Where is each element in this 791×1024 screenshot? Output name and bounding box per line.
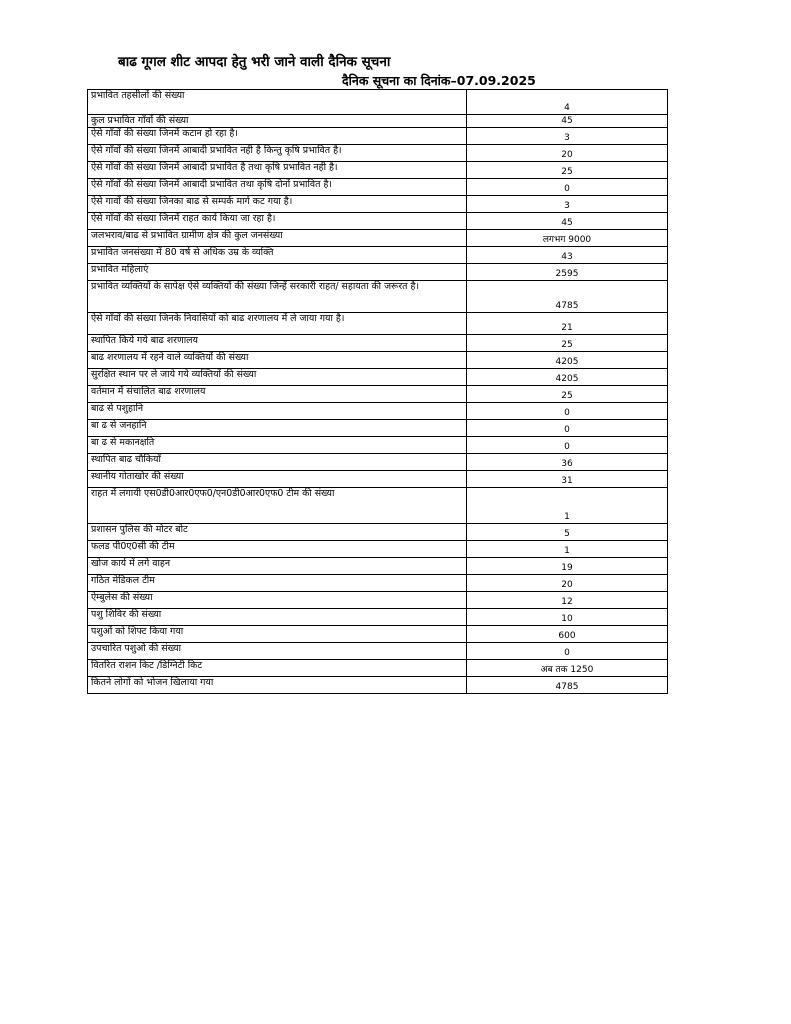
row-label: वितरित राशन किट /डिग्निटी किट [88, 660, 467, 677]
table-row [88, 335, 668, 352]
row-label: गठित मेडिकल टीम [88, 575, 467, 592]
table-row [88, 626, 668, 643]
table-row [88, 386, 668, 403]
row-label: पशुओं को शिफ्ट किया गया [88, 626, 467, 643]
row-value: 20 [467, 145, 668, 162]
row-label: ऐसे गाँवों की संख्या जिनमें आबादी प्रभावित नही है किन्तु कृषि प्रभावित है। [88, 145, 467, 162]
row-label: प्रशासन पुलिस की मोटर बोट [88, 524, 467, 541]
row-label: ऐसे गाँवों की संख्या जिनके निवासियों को बाढ शरणालय में ले जाया गया है। [88, 313, 467, 335]
row-label: कितने लोगों को भोजन खिलाया गया [88, 677, 467, 694]
row-label: फलड पी0ए0सी की टीम [88, 541, 467, 558]
row-label: ऐसे गाँवों की संख्या जिनमें कटान हो रहा है। [88, 128, 467, 145]
row-label: प्रभावित जनसंख्या में 80 वर्ष से अधिक उम्र के व्यक्ति [88, 247, 467, 264]
table-row [88, 281, 668, 313]
table-row [88, 524, 668, 541]
row-label: जलभराव/बाढ से प्रभावित ग्रामीण क्षेत्र की कुल जनसंख्या [88, 230, 467, 247]
table-row [88, 145, 668, 162]
row-value: 3 [467, 128, 668, 145]
table-row [88, 264, 668, 281]
row-label: सुरक्षित स्थान पर ले जाये गये व्यक्तियों की संख्या [88, 369, 467, 386]
row-value: 2595 [467, 264, 668, 281]
row-value: 5 [467, 524, 668, 541]
table-row [88, 420, 668, 437]
table-row [88, 677, 668, 694]
table-body [88, 90, 668, 694]
row-value: 45 [467, 213, 668, 230]
table-row [88, 179, 668, 196]
row-value: 1 [467, 488, 668, 524]
report-date: दैनिक सूचना का दिनांक–07.09.2025 [342, 73, 536, 88]
table-row [88, 313, 668, 335]
row-label: स्थापित बाढ चौकियाँ [88, 454, 467, 471]
row-value: 3 [467, 196, 668, 213]
table-row [88, 541, 668, 558]
row-value: 0 [467, 420, 668, 437]
table-row [88, 230, 668, 247]
row-value: 1 [467, 541, 668, 558]
row-label: ऐसे गाँवों की संख्या जिनमें आबादी प्रभावित है तथा कृषि प्रभावित नही है। [88, 162, 467, 179]
table-row [88, 592, 668, 609]
table-row [88, 352, 668, 369]
row-label: वर्तमान में संचालित बाढ शरणालय [88, 386, 467, 403]
row-label: बाढ से पशुहानि [88, 403, 467, 420]
row-value: 36 [467, 454, 668, 471]
row-label: बाढ शरणालय में रहने वाले व्यक्तियों की संख्या [88, 352, 467, 369]
row-label: उपचारित पशुओ की संख्या [88, 643, 467, 660]
table-row [88, 660, 668, 677]
row-value: 20 [467, 575, 668, 592]
row-label: राहत में लगायी एस0डी0आर0एफ0/एन0डी0आर0एफ0 टीम की संख्या [88, 488, 467, 524]
table-row [88, 558, 668, 575]
flood-report-table [87, 89, 668, 694]
row-label: कुल प्रभावित गाँवों की संख्या [88, 115, 467, 128]
row-label: प्रभावित व्यक्तियों के सापेक्ष ऐसे व्यक्तियों की संख्या जिन्हें सरकारी राहत/ सहायता की जरूरत है। [88, 281, 467, 313]
row-value: 10 [467, 609, 668, 626]
row-value: 45 [467, 115, 668, 128]
row-value: 0 [467, 403, 668, 420]
row-value: 31 [467, 471, 668, 488]
row-label: बा ढ से जनहानि [88, 420, 467, 437]
row-label: प्रभावित महिलाएं [88, 264, 467, 281]
row-label: ऐसे गावों की संख्या जिनका बाढ से सम्पर्क मार्ग कट गया है। [88, 196, 467, 213]
table-row [88, 128, 668, 145]
row-label: बा ढ से मकानक्षति [88, 437, 467, 454]
row-value: 25 [467, 335, 668, 352]
table-row [88, 471, 668, 488]
row-value: 21 [467, 313, 668, 335]
row-value: 19 [467, 558, 668, 575]
row-value: 43 [467, 247, 668, 264]
row-label: पशु शिविर की संख्या [88, 609, 467, 626]
row-label: स्थानीय गोताखोर की संख्या [88, 471, 467, 488]
row-value: 25 [467, 162, 668, 179]
table-row [88, 609, 668, 626]
table-row [88, 162, 668, 179]
row-value: 0 [467, 179, 668, 196]
row-value: 4205 [467, 369, 668, 386]
table-row [88, 454, 668, 471]
table-row [88, 643, 668, 660]
table-row [88, 369, 668, 386]
row-value: लगभग 9000 [467, 230, 668, 247]
row-label: ऐसे गाँवों की संख्या जिनमें आबादी प्रभावित तथा कृषि दोनों प्रभावित है। [88, 179, 467, 196]
table-row [88, 90, 668, 115]
row-label: ऐसे गाँवों की संख्या जिनमें राहत कार्य किया जा रहा है। [88, 213, 467, 230]
table-row [88, 247, 668, 264]
table-row [88, 403, 668, 420]
row-value: 4 [467, 90, 668, 115]
table-row [88, 213, 668, 230]
document-title: बाढ गूगल शीट आपदा हेतु भरी जाने वाली दैनिक सूचना [118, 54, 391, 70]
table-row [88, 488, 668, 524]
row-value: 0 [467, 437, 668, 454]
table-row [88, 575, 668, 592]
row-value: 25 [467, 386, 668, 403]
row-value: अब तक 1250 [467, 660, 668, 677]
row-value: 600 [467, 626, 668, 643]
table-row [88, 115, 668, 128]
row-value: 12 [467, 592, 668, 609]
row-value: 4205 [467, 352, 668, 369]
row-value: 4785 [467, 281, 668, 313]
row-label: स्थापित किये गये बाढ शरणालय [88, 335, 467, 352]
row-label: खोज कार्य में लगे वाहन [88, 558, 467, 575]
row-value: 0 [467, 643, 668, 660]
row-label: प्रभावित तहसीलों की संख्या [88, 90, 467, 115]
table-row [88, 437, 668, 454]
table-row [88, 196, 668, 213]
row-value: 4785 [467, 677, 668, 694]
row-label: ऐम्बुलेस की संख्या [88, 592, 467, 609]
